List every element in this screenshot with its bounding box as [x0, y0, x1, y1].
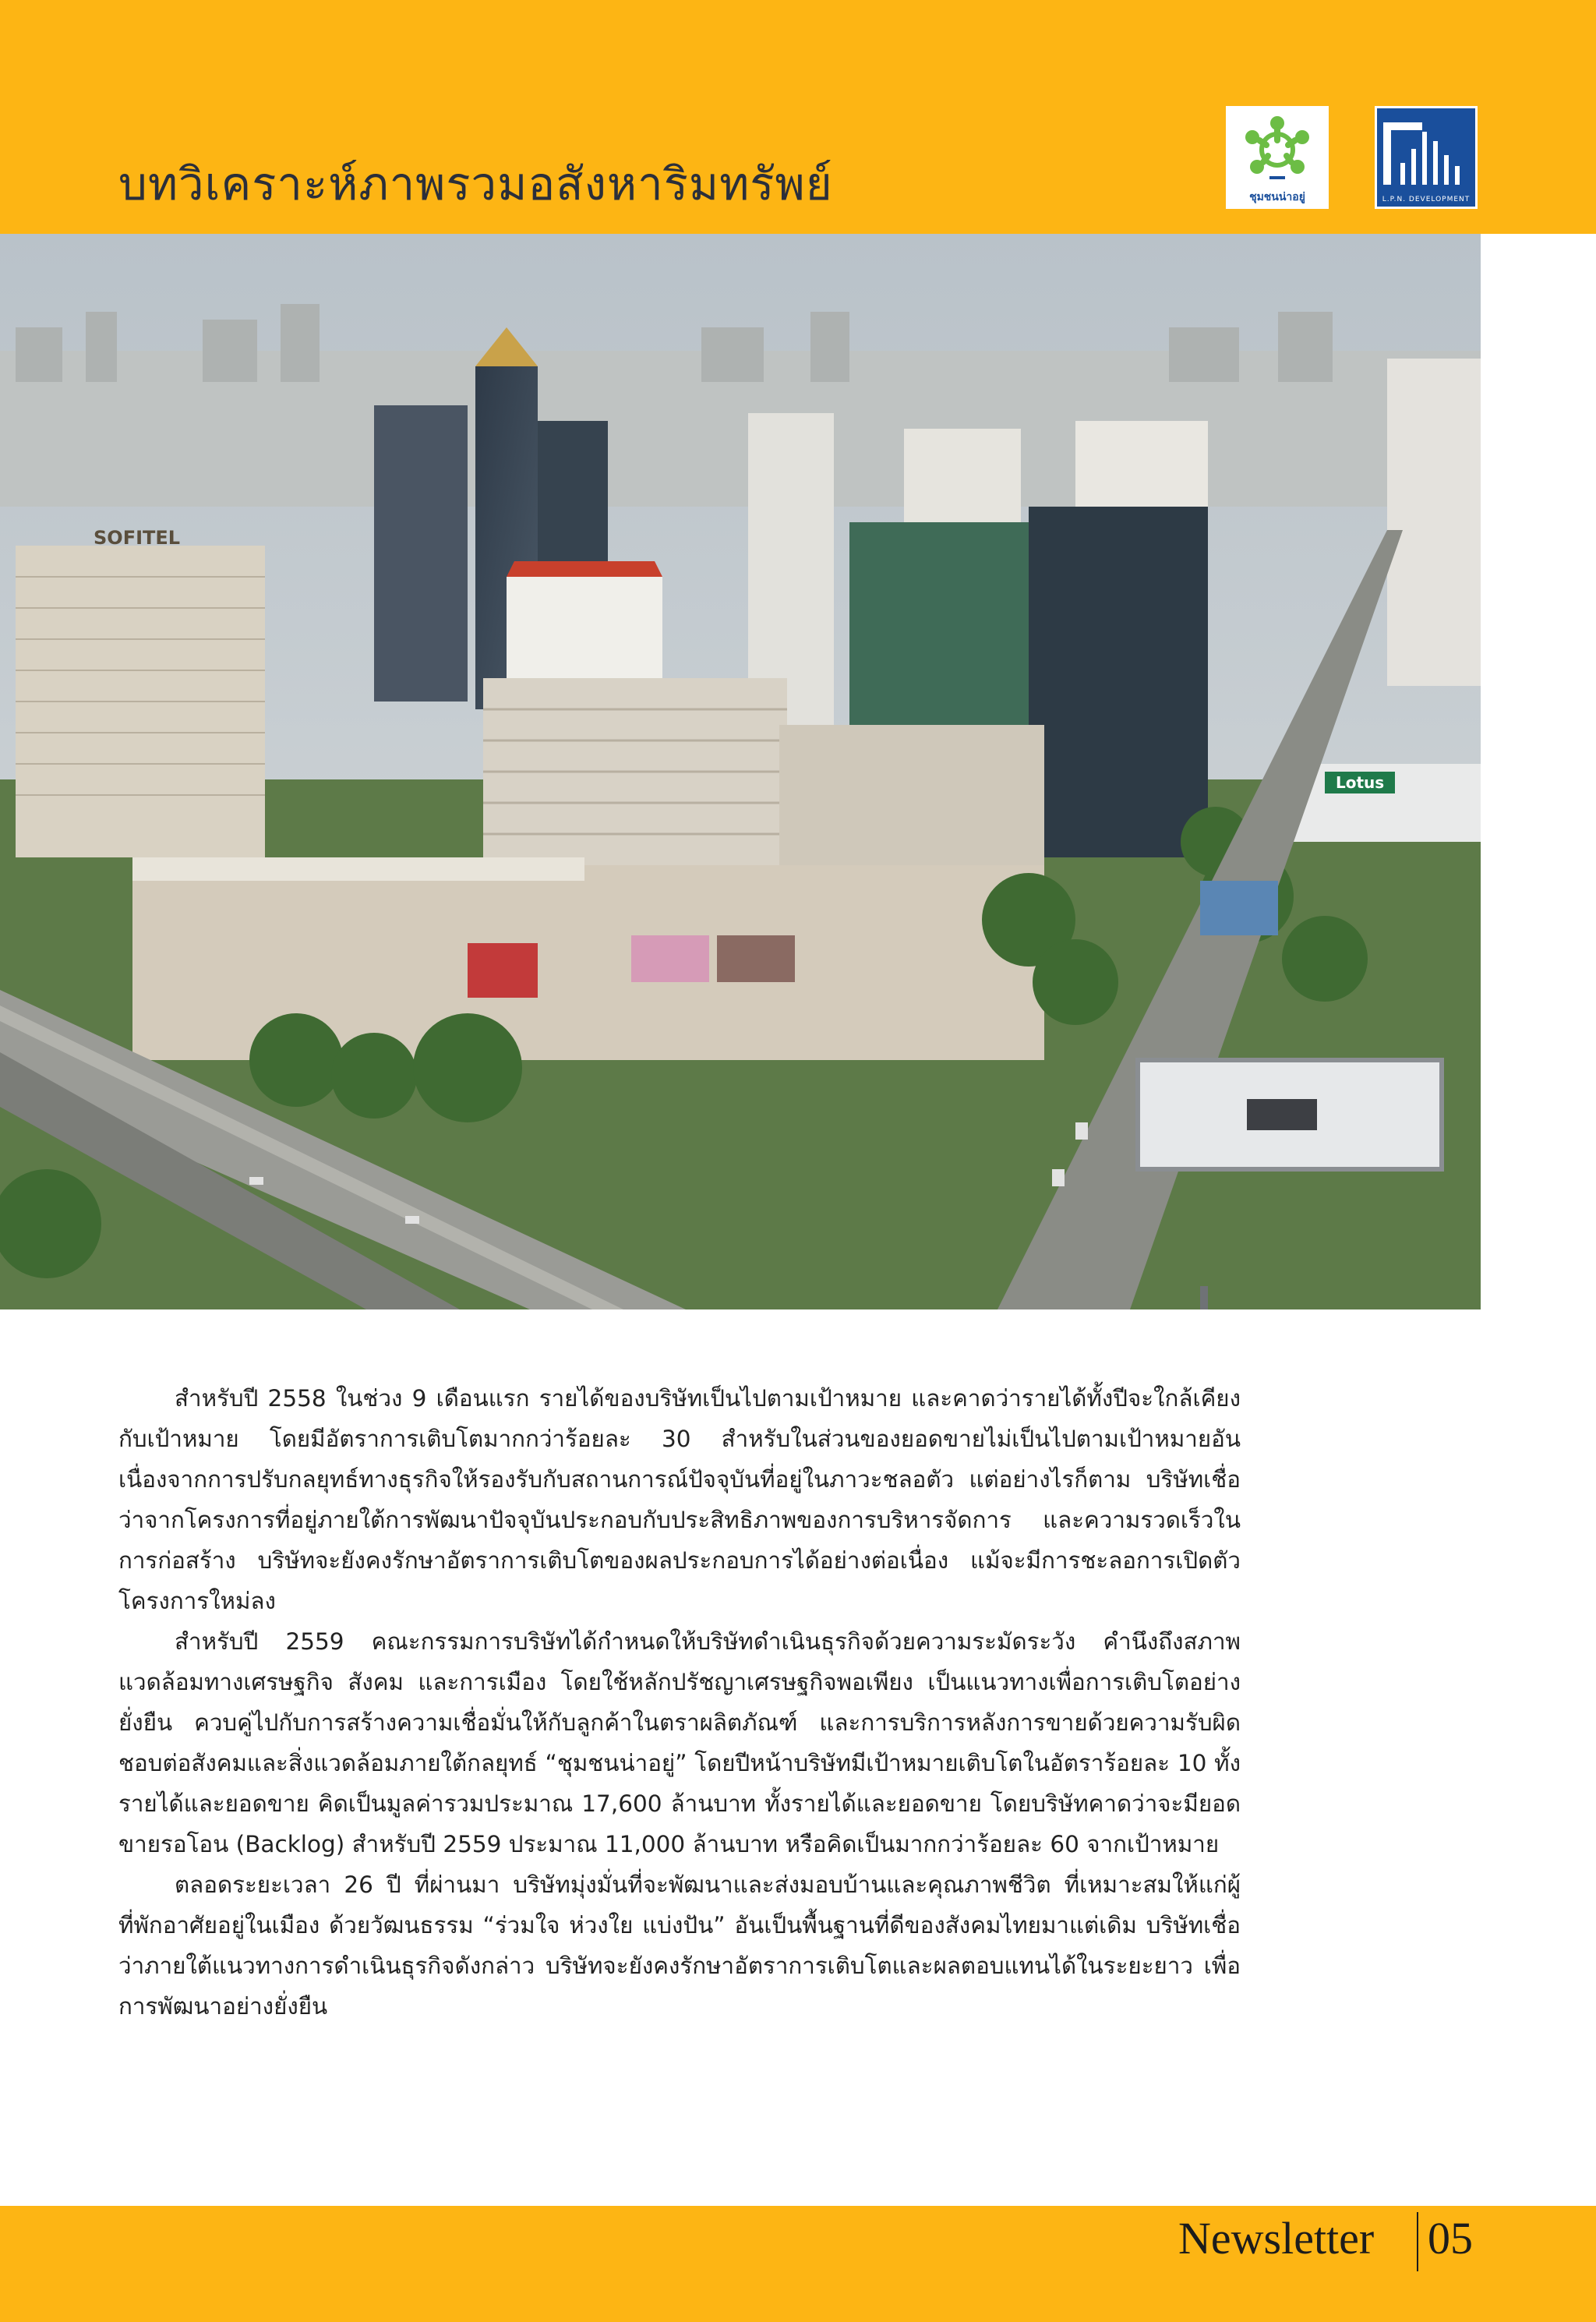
page-title: บทวิเคราะห์ภาพรวมอสังหาริมทรัพย์ [118, 157, 833, 210]
city-skyline-illustration [0, 234, 1481, 1309]
newsletter-label: Newsletter [1178, 2213, 1375, 2264]
lpn-logo-caption: L.P.N. DEVELOPMENT [1382, 196, 1471, 203]
community-people-icon [1226, 106, 1329, 193]
lotus-sign: Lotus [1336, 773, 1385, 792]
footer-divider [1417, 2212, 1418, 2271]
lpn-buildings-icon [1377, 108, 1475, 193]
community-logo [1226, 106, 1329, 209]
paragraph-2: สำหรับปี 2559 คณะกรรมการบริษัทได้กำหนดให้บริษัทดำเนินธุรกิจด้วยความระมัดระวัง คำนึงถึงสภาพแวดล้อมทางเศรษฐกิจ สังคม และการเมือง โดยใช้หลักปรัชญาเศรษฐกิจพอเพียง เป็นแนวทางเพื่อการเติบโตอย่างยั่งยืน ควบคู่ไปกับการสร้างความเชื่อมั่นให้กับลูกค้าในตราผลิตภัณฑ์ และการบริการหลังการขายด้วยความรับผิดชอบต่อสังคมและสิ่งแวดล้อมภายใต้กลยุทธ์ “ชุมชนน่าอยู่” โดยปีหน้าบริษัทมีเป้าหมายเติบโตในอัตราร้อยละ 10 ทั้งรายได้และยอดขาย คิดเป็นมูลค่ารวมประมาณ 17,600 ล้านบาท ทั้งรายได้และยอดขาย โดยบริษัทคาดว่าจะมียอดขายรอโอน (Backlog) สำหรับปี 2559 ประมาณ 11,000 ล้านบาท หรือคิดเป็นมากกว่าร้อยละ 60 จากเป้าหมาย [118, 1628, 1241, 1857]
page-number: 05 [1428, 2213, 1473, 2264]
city-aerial-photo [0, 234, 1481, 1309]
paragraph-1: สำหรับปี 2558 ในช่วง 9 เดือนแรก รายได้ของบริษัทเป็นไปตามเป้าหมาย และคาดว่ารายได้ทั้งปีจะใกล้เคียงกับเป้าหมาย โดยมีอัตราการเติบโตมากกว่าร้อยละ 30 สำหรับในส่วนของยอดขายไม่เป็นไปตามเป้าหมายอันเนื่องจากการปรับกลยุทธ์ทางธุรกิจให้รองรับกับสถานการณ์ปัจจุบันที่อยู่ในภาวะชลอตัว แต่อย่างไรก็ตาม บริษัทเชื่อว่าจากโครงการที่อยู่ภายใต้การพัฒนาปัจจุบันประกอบกับประสิทธิภาพของการบริหารจัดการ และความรวดเร็วในการก่อสร้าง บริษัทจะยังคงรักษาอัตราการเติบโตของผลประกอบการได้อย่างต่อเนื่อง แม้จะมีการชะลอการเปิดตัวโครงการใหม่ลง [118, 1385, 1241, 1614]
sofitel-sign: SOFITEL [94, 527, 181, 549]
community-logo-caption: ชุมชนน่าอยู่ [1249, 191, 1305, 203]
paragraph-3: ตลอดระยะเวลา 26 ปี ที่ผ่านมา บริษัทมุ่งมั่นที่จะพัฒนาและส่งมอบบ้านและคุณภาพชีวิต ที่เหมาะสมให้แก่ผู้ที่พักอาศัยอยู่ในเมือง ด้วยวัฒนธรรม “ร่วมใจ ห่วงใย แบ่งปัน” อันเป็นพื้นฐานที่ดีของสังคมไทยมาแต่เดิม บริษัทเชื่อว่าภายใต้แนวทางการดำเนินธุรกิจดังกล่าว บริษัทจะยังคงรักษาอัตราการเติบโตและผลตอบแทนได้ในระยะยาว เพื่อการพัฒนาอย่างยั่งยืน [118, 1871, 1241, 2020]
lpn-logo [1375, 106, 1478, 209]
header-band [0, 0, 1596, 234]
article-body [118, 1378, 1241, 2027]
